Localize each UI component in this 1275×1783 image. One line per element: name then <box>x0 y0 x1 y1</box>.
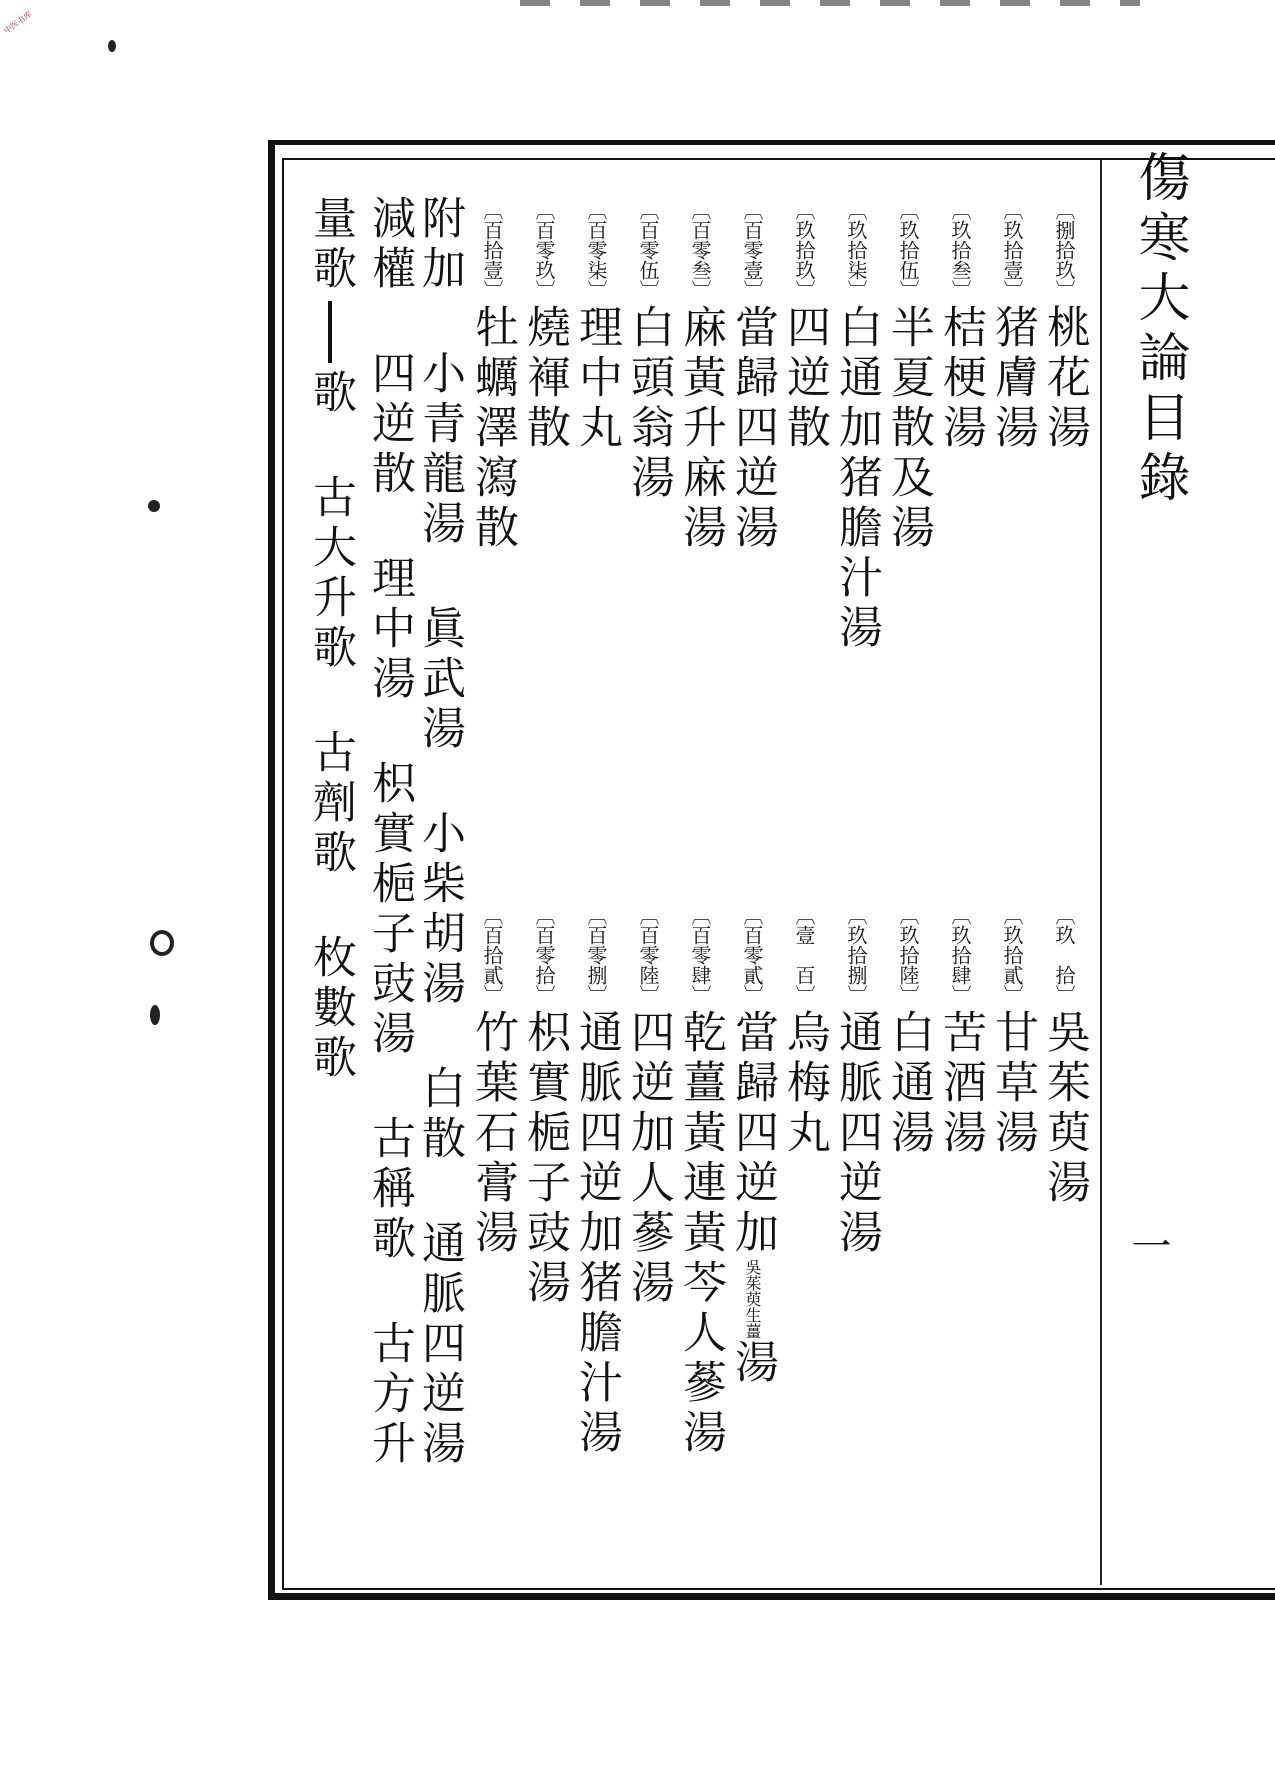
entry-title: 乾薑黃連黃芩人蔘湯 <box>675 1009 726 1459</box>
entry-title: 吳茱萸湯 <box>1039 1009 1090 1209</box>
entry-number: 〔玖拾叁〕 <box>948 200 972 300</box>
toc-entry <box>1040 905 1088 1209</box>
entry-title: 四逆散 <box>779 304 830 454</box>
entry-title: 烏梅丸 <box>779 1009 830 1159</box>
toc-entry <box>728 200 776 554</box>
appendix-column-1: 附加小青龍湯眞武湯小柴胡湯白散通脈四逆湯 <box>414 195 465 1470</box>
toc-entry <box>832 905 880 1259</box>
toc-entry <box>520 905 568 1309</box>
toc-entry <box>676 200 724 554</box>
entry-number: 〔百零伍〕 <box>636 200 660 300</box>
entry-title: 竹葉石膏湯 <box>467 1009 518 1259</box>
speck <box>108 40 116 52</box>
entry-number: 〔百零貳〕 <box>740 905 764 1005</box>
entry-annotation: 吳茱萸生薑 <box>743 1259 762 1339</box>
entry-number: 〔百零玖〕 <box>532 200 556 300</box>
toc-entry <box>728 905 776 1389</box>
toc-entry <box>624 905 672 1309</box>
entry-number: 〔玖拾伍〕 <box>896 200 920 300</box>
toc-entry <box>780 905 828 1159</box>
entry-number: 〔百零叁〕 <box>688 200 712 300</box>
library-stamp: 中医书库 <box>2 9 34 36</box>
entry-title: 通脈四逆加猪膽汁湯 <box>571 1009 622 1459</box>
speck <box>148 500 160 512</box>
entry-number: 〔百零陸〕 <box>636 905 660 1005</box>
entry-title: 麻黃升麻湯 <box>675 304 726 554</box>
entry-title: 通脈四逆湯 <box>831 1009 882 1259</box>
toc-entry <box>936 200 984 454</box>
entry-number: 〔百零拾〕 <box>532 905 556 1005</box>
entry-title: 白通加猪膽汁湯 <box>831 304 882 654</box>
toc-entry <box>780 200 828 454</box>
entry-number: 〔百拾壹〕 <box>480 200 504 300</box>
toc-entry <box>884 200 932 554</box>
entry-title: 四逆加人蔘湯 <box>623 1009 674 1309</box>
toc-entry <box>520 200 568 454</box>
toc-entry <box>468 905 516 1259</box>
toc-entry <box>988 905 1036 1159</box>
entry-title: 半夏散及湯 <box>883 304 934 554</box>
toc-entry <box>676 905 724 1459</box>
page-number: 一 <box>1125 1225 1171 1265</box>
entry-number: 〔玖拾肆〕 <box>948 905 972 1005</box>
entry-number: 〔玖拾貳〕 <box>1000 905 1024 1005</box>
entry-number: 〔玖拾捌〕 <box>844 905 868 1005</box>
speck <box>150 930 174 956</box>
page-title: 傷寒大論目錄 <box>1129 150 1189 510</box>
title-divider <box>1100 160 1102 1585</box>
entry-number: 〔玖 拾〕 <box>1052 905 1076 1005</box>
toc-entry <box>572 200 620 454</box>
toc-entry <box>468 200 516 554</box>
appendix-column-3: 量歌歌古大升歌古劑歌枚數歌 <box>305 195 356 1084</box>
entry-title: 桃花湯 <box>1039 304 1090 454</box>
entry-number: 〔百零柒〕 <box>584 200 608 300</box>
ornament-divider <box>328 301 332 363</box>
entry-title: 苦酒湯 <box>935 1009 986 1159</box>
entry-number: 〔玖拾玖〕 <box>792 200 816 300</box>
entry-title: 燒褌散 <box>519 304 570 454</box>
toc-entry <box>624 200 672 504</box>
entry-number: 〔壹 百〕 <box>792 905 816 1005</box>
entry-title: 理中丸 <box>571 304 622 454</box>
entry-number: 〔玖拾壹〕 <box>1000 200 1024 300</box>
toc-entry <box>988 200 1036 454</box>
entry-title: 當歸四逆湯 <box>727 304 778 554</box>
speck <box>150 1005 160 1025</box>
entry-number: 〔玖拾陸〕 <box>896 905 920 1005</box>
entry-number: 〔百零壹〕 <box>740 200 764 300</box>
entry-number: 〔百零捌〕 <box>584 905 608 1005</box>
appendix-column-2: 減權四逆散理中湯枳實梔子豉湯古稱歌古方升 <box>364 195 415 1470</box>
entry-title-tail: 湯 <box>727 1339 778 1389</box>
entry-title: 甘草湯 <box>987 1009 1038 1159</box>
entry-title: 白通湯 <box>883 1009 934 1159</box>
top-margin-ghost <box>520 0 1140 6</box>
toc-entry <box>572 905 620 1459</box>
toc-entry <box>884 905 932 1159</box>
toc-entry <box>1040 200 1088 454</box>
entry-number: 〔玖拾柒〕 <box>844 200 868 300</box>
entry-title: 白頭翁湯 <box>623 304 674 504</box>
entry-title: 猪膚湯 <box>987 304 1038 454</box>
entry-title: 當歸四逆加 <box>727 1009 778 1259</box>
entry-title: 牡蠣澤瀉散 <box>467 304 518 554</box>
toc-entry <box>936 905 984 1159</box>
entry-number: 〔百零肆〕 <box>688 905 712 1005</box>
entry-title: 枳實梔子豉湯 <box>519 1009 570 1309</box>
entry-number: 〔百拾貳〕 <box>480 905 504 1005</box>
entry-title: 桔梗湯 <box>935 304 986 454</box>
entry-number: 〔捌拾玖〕 <box>1052 200 1076 300</box>
toc-entry <box>832 200 880 654</box>
